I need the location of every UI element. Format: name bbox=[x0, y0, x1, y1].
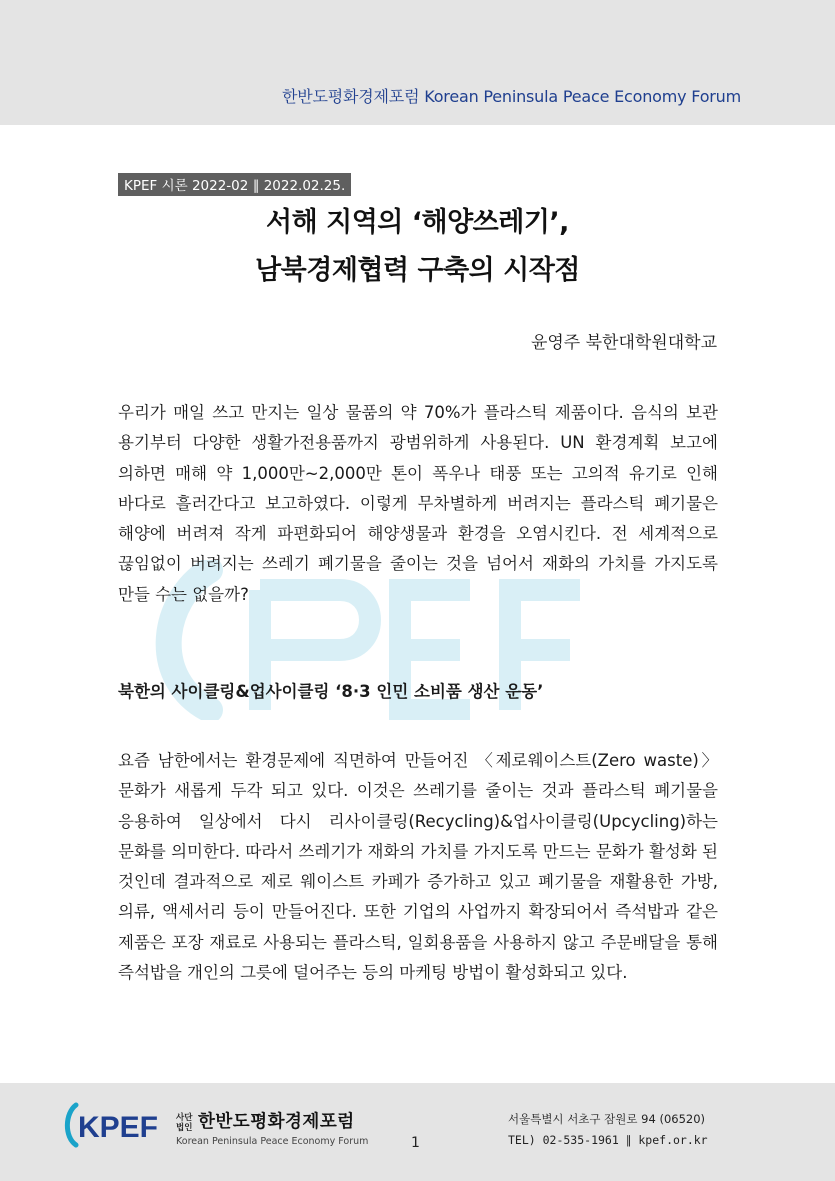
title-line-2: 남북경제협력 구축의 시작점 bbox=[255, 255, 580, 286]
document-meta-badge: KPEF 시론 2022-02 ∥ 2022.02.25. bbox=[118, 173, 351, 196]
paragraph-intro: 우리가 매일 쓰고 만지는 일상 물품의 약 70%가 플라스틱 제품이다. 음식의 보관 용기부터 다양한 생활가전용품까지 광범위하게 사용된다. UN 환경계획 보고에 의하면 매해 약 1,000만~2,000만 톤이 폭우나 태풍 또는 고의적 유기로 인해 바다로 흘러간다고 보고하였다. 이렇게 무차별하게 버려지는 플라스틱 폐기물은 해양에 버려져 작게 파편화되어 해양생물과 환경을 오염시킨다. 전 세계적으로 끊임없이 버려지는 쓰레기 폐기물을 줄이는 것을 넘어서 재화의 가치를 가지도록 만들 수는 없을까? bbox=[118, 403, 718, 604]
logo-english-name: Korean Peninsula Peace Economy Forum bbox=[176, 1136, 369, 1147]
footer-contact: TEL) 02-535-1961 ∥ kpef.or.kr bbox=[508, 1133, 708, 1147]
logo-prefix: 사단 법인 bbox=[176, 1113, 193, 1133]
kpef-logo-icon bbox=[62, 1101, 174, 1149]
page-number: 1 bbox=[411, 1135, 420, 1151]
footer-address: 서울특별시 서초구 잠원로 94 (06520) bbox=[508, 1112, 706, 1126]
paragraph-zero-waste: 요즘 남한에서는 환경문제에 직면하여 만들어진 〈제로웨이스트(Zero waste)〉 문화가 새롭게 두각 되고 있다. 이것은 쓰레기를 줄이는 것과 플라스틱 폐기물을 응용하여 일상에서 다시 리사이클링(Recycling)&업사이클링(Upcycling)하는 문화를 의미한다. 따라서 쓰레기가 재화의 가치를 가지도록 만드는 문화가 활성화 된 것인데 결과적으로 제로 웨이스트 카페가 증가하고 있고 폐기물을 재활용한 가방, 의류, 액세서리 등이 만들어진다. 또한 기업의 사업까지 확장되어서 즉석밥과 같은 제품은 포장 재료로 사용되는 플라스틱, 일회용품을 사용하지 않고 주문배달을 통해 즉석밥을 개인의 그릇에 덜어주는 등의 마케팅 방법이 활성화되고 있다. bbox=[118, 751, 718, 983]
section-heading: 북한의 사이클링&업사이클링 ‘8·3 인민 소비품 생산 운동’ bbox=[118, 682, 544, 701]
author: 윤영주 북한대학원대학교 bbox=[530, 333, 717, 353]
logo-mark-text: KPEF bbox=[78, 1111, 159, 1144]
header-forum-name: 한반도평화경제포럼 Korean Peninsula Peace Economy Forum bbox=[282, 87, 741, 106]
logo-korean-name: 한반도평화경제포럼 bbox=[198, 1112, 355, 1132]
page-header bbox=[0, 0, 835, 125]
title-line-1: 서해 지역의 ‘해양쓰레기’, bbox=[266, 207, 569, 238]
